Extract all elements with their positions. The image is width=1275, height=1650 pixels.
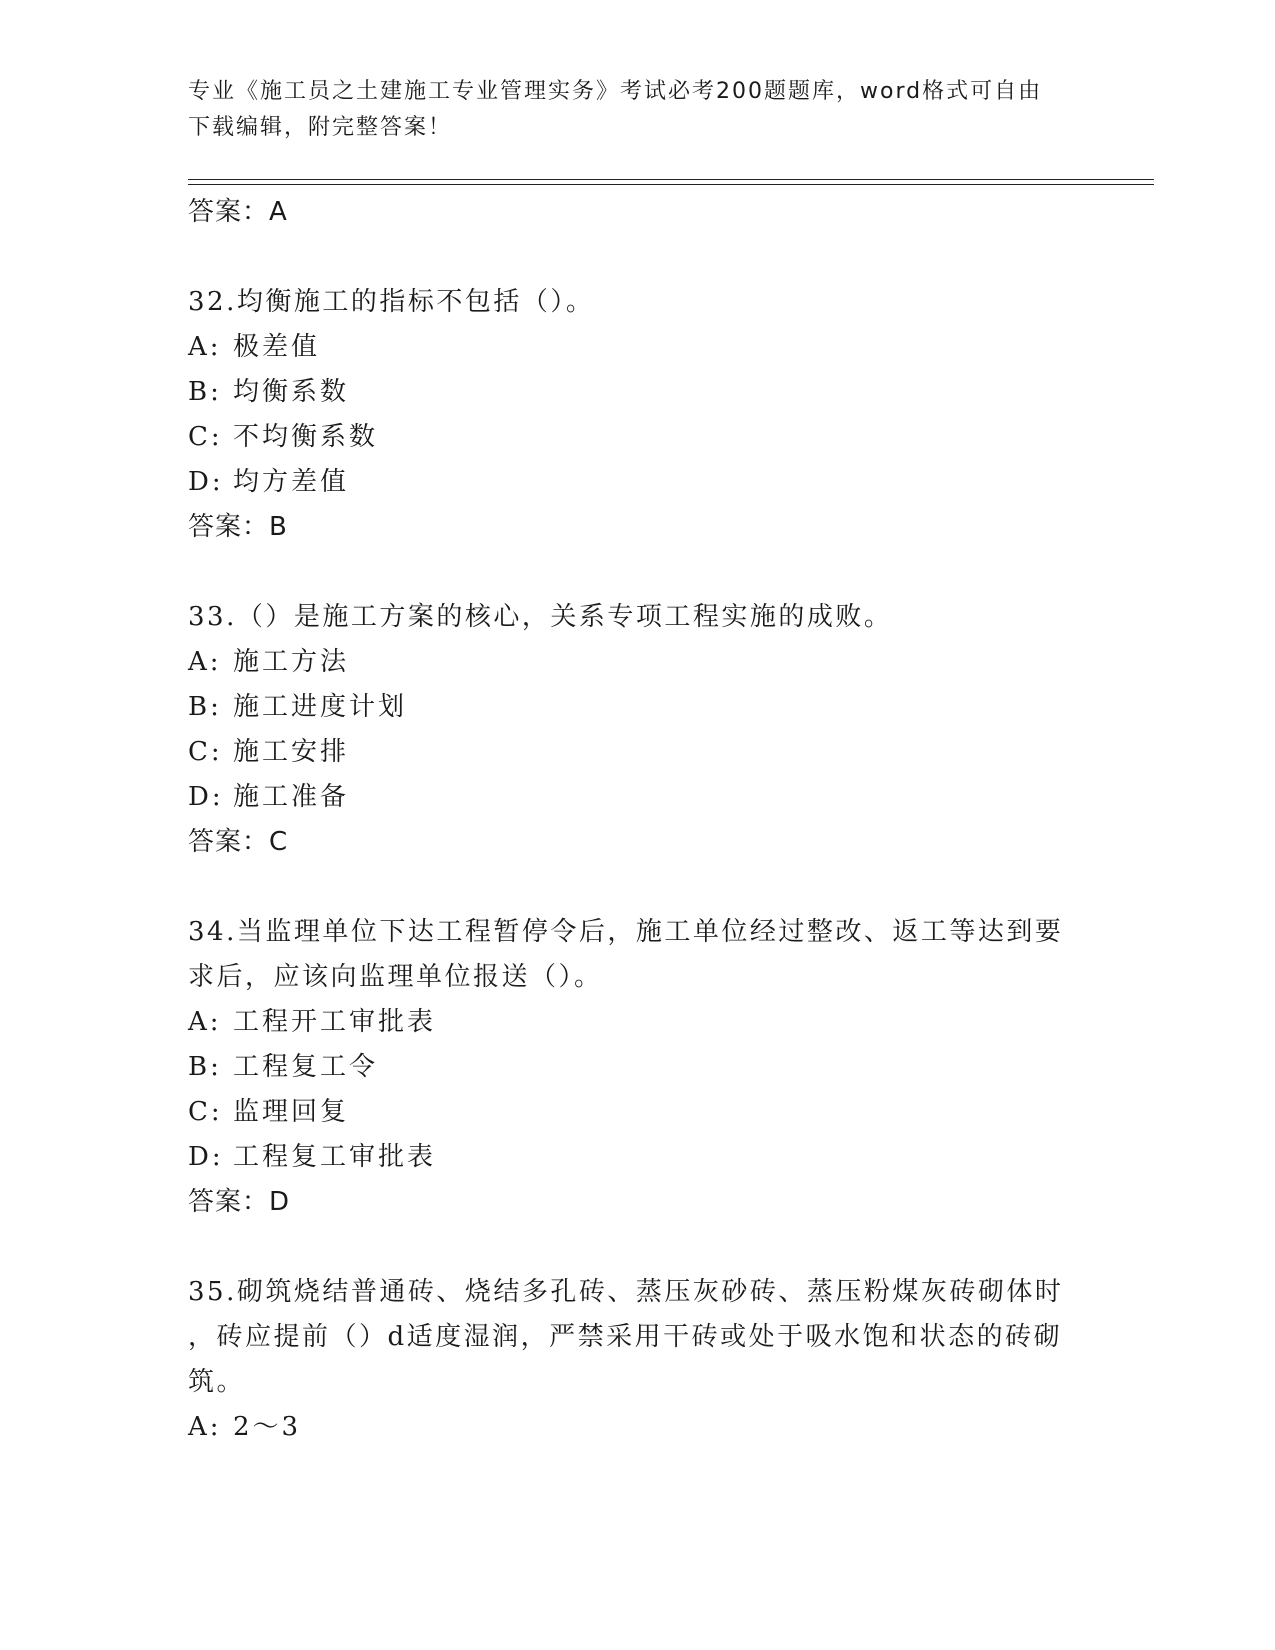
option-text: 工程复工令: [233, 1052, 379, 1082]
answer-line: 答案：C: [188, 827, 289, 857]
question-block: [188, 910, 1088, 1225]
answer-option: [188, 370, 1088, 415]
option-text: 施工进度计划: [233, 692, 408, 722]
option-text: 施工安排: [233, 737, 350, 767]
question-text: 35.砌筑烧结普通砖、烧结多孔砖、蒸压灰砂砖、蒸压粉煤灰砖砌体时: [188, 1277, 1064, 1307]
question-text: 32.均衡施工的指标不包括（）。: [188, 287, 595, 317]
option-text: 监理回复: [233, 1097, 350, 1127]
option-text: 极差值: [233, 332, 321, 362]
option-label: D:: [188, 467, 224, 497]
answer-line: 答案：D: [188, 1187, 291, 1217]
option-label: A:: [188, 647, 222, 677]
answer-option: [188, 640, 1088, 685]
option-text: 施工准备: [233, 782, 350, 812]
option-text: 2～3: [233, 1412, 302, 1442]
answer-option: [188, 415, 1088, 460]
question-text: 求后，应该向监理单位报送（）。: [188, 962, 603, 992]
answer-option: [188, 1000, 1088, 1045]
header-divider-top: [188, 179, 1154, 180]
question-list: [188, 190, 1088, 1450]
answer-option: [188, 1135, 1088, 1180]
option-label: A:: [188, 1007, 222, 1037]
answer-option: [188, 325, 1088, 370]
question-text: 34.当监理单位下达工程暂停令后，施工单位经过整改、返工等达到要: [188, 917, 1064, 947]
option-label: D:: [188, 1142, 224, 1172]
question-text: ，砖应提前（）d适度湿润，严禁采用干砖或处于吸水饱和状态的砖砌: [188, 1322, 1063, 1352]
header-line-1: 专业《施工员之土建施工专业管理实务》考试必考200题题库，word格式可自由: [188, 79, 1043, 104]
question-block: [188, 595, 1088, 865]
option-text: 均衡系数: [233, 377, 350, 407]
answer-option: [188, 775, 1088, 820]
document-header: [188, 74, 1078, 146]
option-label: B:: [188, 692, 222, 722]
option-text: 不均衡系数: [233, 422, 379, 452]
answer-option: [188, 1045, 1088, 1090]
question-block: [188, 280, 1088, 550]
option-label: B:: [188, 377, 222, 407]
option-text: 施工方法: [233, 647, 350, 677]
option-label: C:: [188, 737, 223, 767]
option-label: B:: [188, 1052, 222, 1082]
option-label: A:: [188, 1412, 222, 1442]
answer-option: [188, 1090, 1088, 1135]
header-line-2: 下载编辑，附完整答案！: [188, 115, 453, 140]
question-block: [188, 1270, 1088, 1450]
answer-option: [188, 1405, 1088, 1450]
option-label: D:: [188, 782, 224, 812]
answer-line: 答案：B: [188, 512, 288, 542]
question-text: 筑。: [188, 1367, 246, 1397]
option-text: 工程复工审批表: [233, 1142, 437, 1172]
option-text: 工程开工审批表: [233, 1007, 437, 1037]
option-text: 均方差值: [233, 467, 350, 497]
answer-31: 答案：A: [188, 197, 288, 227]
option-label: C:: [188, 422, 223, 452]
question-text: 33.（）是施工方案的核心，关系专项工程实施的成败。: [188, 602, 893, 632]
header-divider-bottom: [188, 184, 1154, 185]
answer-option: [188, 685, 1088, 730]
option-label: A:: [188, 332, 222, 362]
option-label: C:: [188, 1097, 223, 1127]
answer-option: [188, 460, 1088, 505]
answer-option: [188, 730, 1088, 775]
